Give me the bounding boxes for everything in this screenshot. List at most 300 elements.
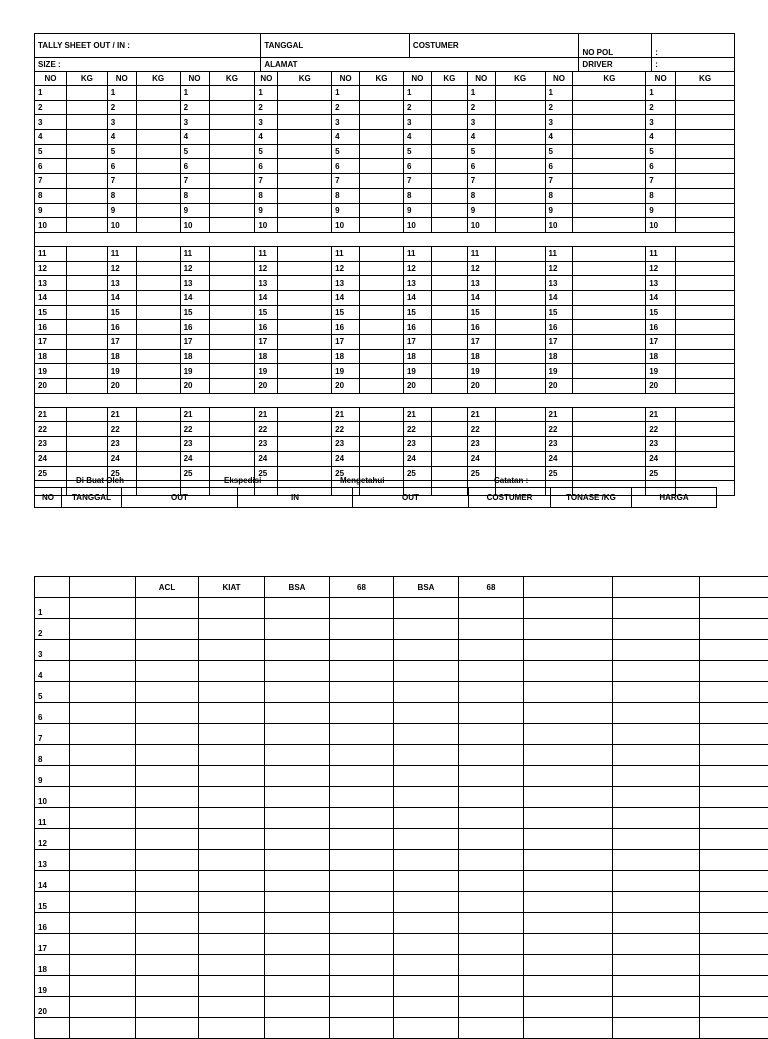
tally-row (34, 291, 735, 306)
tally-row-number: 12 (332, 262, 360, 276)
items-cell (524, 598, 613, 619)
items-cell (199, 976, 265, 997)
items-cell (136, 619, 199, 640)
items-row (35, 955, 768, 976)
items-cell (524, 934, 613, 955)
tally-kg-cell (496, 130, 546, 144)
tally-row-number: 9 (468, 204, 496, 218)
items-row-number: 13 (35, 850, 70, 871)
items-cell (330, 829, 394, 850)
tally-kg-cell (573, 306, 646, 320)
tally-kg-cell (67, 86, 108, 100)
items-cell (613, 829, 700, 850)
tally-kg-cell (496, 262, 546, 276)
items-column-header (700, 577, 768, 598)
tally-kg-cell (496, 320, 546, 334)
tally-row-number: 5 (108, 145, 137, 159)
tally-row-number: 4 (108, 130, 137, 144)
tally-row-number: 7 (181, 174, 210, 188)
items-cell (700, 1018, 768, 1039)
tally-kg-cell (67, 247, 108, 261)
items-cell (330, 787, 394, 808)
items-cell (459, 766, 524, 787)
tally-kg-cell (210, 422, 256, 436)
tally-row-number: 2 (255, 101, 278, 115)
tally-row (34, 159, 735, 174)
tally-kg-cell (432, 204, 468, 218)
tally-row (34, 422, 735, 437)
items-cell (394, 703, 459, 724)
items-cell (136, 955, 199, 976)
tally-kg-cell (210, 189, 256, 203)
tally-kg-cell (676, 364, 734, 378)
tally-row-number: 16 (404, 320, 432, 334)
items-cell (70, 997, 136, 1018)
tally-row-number: 24 (546, 452, 574, 466)
kg-column-header: KG (210, 72, 256, 85)
tally-kg-cell (496, 364, 546, 378)
tally-row-number: 2 (181, 101, 210, 115)
items-cell (700, 640, 768, 661)
made-by-label: Di Buat Oleh (76, 476, 124, 485)
tally-kg-cell (496, 276, 546, 290)
tally-kg-cell (67, 218, 108, 232)
tally-kg-cell (67, 350, 108, 364)
items-cell (136, 997, 199, 1018)
tally-kg-cell (676, 335, 734, 349)
items-cell (459, 745, 524, 766)
tally-kg-cell (360, 291, 404, 305)
tally-kg-cell (432, 452, 468, 466)
tally-row-number: 7 (255, 174, 278, 188)
items-cell (136, 829, 199, 850)
tally-row-number: 7 (332, 174, 360, 188)
items-row-number: 16 (35, 913, 70, 934)
items-row-number: 20 (35, 997, 70, 1018)
items-row (35, 913, 768, 934)
tally-row-number: 19 (468, 364, 496, 378)
tally-row-number: 4 (546, 130, 574, 144)
tally-kg-cell (210, 174, 256, 188)
tally-row-number: 20 (546, 379, 574, 393)
tally-row-number: 4 (404, 130, 432, 144)
tally-kg-cell (210, 350, 256, 364)
tally-kg-cell (210, 204, 256, 218)
tally-kg-cell (278, 174, 332, 188)
tally-row-number: 13 (468, 276, 496, 290)
tally-row-number: 1 (468, 86, 496, 100)
tally-row (34, 364, 735, 379)
tally-sheet (34, 33, 735, 496)
tally-kg-cell (432, 422, 468, 436)
tally-row-number: 3 (35, 115, 67, 129)
items-cell (524, 850, 613, 871)
tally-row-number: 13 (546, 276, 574, 290)
items-row-number: 4 (35, 661, 70, 682)
items-cell (265, 997, 330, 1018)
no-pol-value: : (652, 34, 734, 57)
no-column-header: NO (646, 72, 676, 85)
tally-kg-cell (432, 364, 468, 378)
items-cell (394, 619, 459, 640)
tally-row-number: 3 (404, 115, 432, 129)
tally-row-number: 23 (404, 437, 432, 451)
items-cell (70, 934, 136, 955)
items-cell (394, 997, 459, 1018)
items-cell (700, 850, 768, 871)
items-cell (394, 640, 459, 661)
tally-row-number: 14 (332, 291, 360, 305)
items-cell (199, 787, 265, 808)
items-cell (394, 955, 459, 976)
tally-row-number: 19 (646, 364, 676, 378)
tally-kg-cell (432, 86, 468, 100)
tally-row-number: 6 (404, 159, 432, 173)
items-cell (70, 787, 136, 808)
size-label: SIZE : (35, 58, 261, 71)
items-cell (394, 1018, 459, 1039)
header-row-2 (34, 58, 735, 72)
tally-kg-cell (676, 408, 734, 422)
tally-row-number: 9 (35, 204, 67, 218)
tally-row (34, 86, 735, 101)
items-row (35, 766, 768, 787)
tally-row-number: 18 (35, 350, 67, 364)
items-cell (700, 955, 768, 976)
tally-kg-cell (67, 364, 108, 378)
items-cell (265, 976, 330, 997)
tally-row-number: 5 (181, 145, 210, 159)
tally-kg-cell (496, 218, 546, 232)
items-row (35, 703, 768, 724)
tally-row-number: 2 (646, 101, 676, 115)
tally-kg-cell (278, 115, 332, 129)
no-column-header: NO (255, 72, 278, 85)
tally-row-number: 19 (181, 364, 210, 378)
tally-kg-cell (432, 335, 468, 349)
items-cell (459, 913, 524, 934)
tally-kg-cell (432, 350, 468, 364)
items-cell (700, 682, 768, 703)
tally-row-number: 22 (108, 422, 137, 436)
items-cell (330, 619, 394, 640)
tally-row-number: 19 (108, 364, 137, 378)
tally-row-number: 16 (332, 320, 360, 334)
tally-kg-cell (676, 276, 734, 290)
items-cell (70, 619, 136, 640)
tally-row-number: 12 (255, 262, 278, 276)
tally-kg-cell (676, 86, 734, 100)
tally-kg-cell (278, 101, 332, 115)
tally-kg-cell (432, 320, 468, 334)
tally-kg-cell (210, 86, 256, 100)
tally-row-number: 14 (108, 291, 137, 305)
tally-row-number: 5 (546, 145, 574, 159)
summary-out-header: OUT (122, 488, 238, 508)
items-cell (265, 682, 330, 703)
items-cell (394, 682, 459, 703)
tally-row-number: 21 (332, 408, 360, 422)
kg-column-header: KG (137, 72, 181, 85)
tally-row (34, 335, 735, 350)
tally-kg-cell (573, 452, 646, 466)
no-column-header: NO (35, 72, 67, 85)
tally-kg-cell (496, 452, 546, 466)
items-cell (330, 598, 394, 619)
tally-kg-cell (573, 335, 646, 349)
tally-row (34, 350, 735, 365)
tally-row-number: 17 (332, 335, 360, 349)
tally-row-number: 11 (546, 247, 574, 261)
items-cell (265, 598, 330, 619)
tally-row-number: 21 (108, 408, 137, 422)
items-cell (524, 913, 613, 934)
tally-row-number: 10 (468, 218, 496, 232)
tally-kg-cell (67, 452, 108, 466)
items-row (35, 745, 768, 766)
items-cell (459, 892, 524, 913)
items-cell (524, 892, 613, 913)
tally-row (34, 218, 735, 233)
tally-row-number: 5 (332, 145, 360, 159)
tally-kg-cell (210, 159, 256, 173)
items-cell (700, 997, 768, 1018)
tally-row-number: 7 (108, 174, 137, 188)
tally-kg-cell (67, 320, 108, 334)
kg-column-header: KG (67, 72, 108, 85)
tally-row (34, 262, 735, 277)
tally-row-number: 25 (646, 467, 676, 481)
driver-value: : (652, 58, 734, 71)
tally-kg-cell (278, 422, 332, 436)
tally-kg-cell (137, 130, 181, 144)
items-cell (613, 766, 700, 787)
tally-row-number: 6 (646, 159, 676, 173)
items-header-row (35, 577, 768, 598)
items-cell (394, 766, 459, 787)
items-cell (700, 913, 768, 934)
items-cell (394, 829, 459, 850)
tally-row-number: 12 (546, 262, 574, 276)
tally-row-number: 16 (255, 320, 278, 334)
tally-row-number: 17 (404, 335, 432, 349)
tally-kg-cell (432, 189, 468, 203)
tally-row-number: 3 (255, 115, 278, 129)
tally-row-number: 20 (332, 379, 360, 393)
items-cell (613, 871, 700, 892)
tally-kg-cell (137, 350, 181, 364)
tally-kg-cell (432, 218, 468, 232)
tally-row (34, 320, 735, 335)
items-cell (459, 955, 524, 976)
tally-row-number: 22 (35, 422, 67, 436)
items-column-header: 68 (459, 577, 524, 598)
items-cell (330, 913, 394, 934)
summary-harga-header: HARGA (632, 488, 717, 508)
items-row-number: 5 (35, 682, 70, 703)
costumer-label: COSTUMER (410, 34, 580, 57)
tally-kg-cell (278, 408, 332, 422)
tally-row-number: 2 (35, 101, 67, 115)
tally-row-number: 18 (404, 350, 432, 364)
items-row (35, 724, 768, 745)
tally-kg-cell (676, 320, 734, 334)
tally-row-number: 22 (646, 422, 676, 436)
tally-kg-cell (360, 174, 404, 188)
tally-kg-cell (432, 379, 468, 393)
summary-costumer-header: COSTUMER (469, 488, 551, 508)
tally-kg-cell (496, 350, 546, 364)
tally-row-number: 21 (404, 408, 432, 422)
tally-row (34, 130, 735, 145)
items-cell (394, 661, 459, 682)
tally-row-number: 17 (181, 335, 210, 349)
tally-kg-cell (210, 262, 256, 276)
tally-kg-cell (360, 379, 404, 393)
items-cell (136, 682, 199, 703)
items-cell (330, 997, 394, 1018)
items-cell (700, 724, 768, 745)
items-cell (613, 1018, 700, 1039)
tally-row-number: 5 (646, 145, 676, 159)
tally-row-number: 10 (646, 218, 676, 232)
tally-kg-cell (278, 247, 332, 261)
tally-kg-cell (137, 276, 181, 290)
items-cell (394, 808, 459, 829)
items-cell (613, 682, 700, 703)
items-cell (136, 703, 199, 724)
summary-header-row (35, 488, 717, 508)
tally-kg-cell (67, 379, 108, 393)
tally-row-number: 4 (181, 130, 210, 144)
items-row (35, 997, 768, 1018)
tally-row-number: 15 (468, 306, 496, 320)
items-row (35, 892, 768, 913)
tally-spacer-cell (35, 233, 734, 246)
tally-row-number: 18 (646, 350, 676, 364)
items-cell (70, 682, 136, 703)
tally-kg-cell (210, 364, 256, 378)
no-column-header: NO (181, 72, 210, 85)
items-cell (265, 724, 330, 745)
items-cell (459, 808, 524, 829)
summary-out2-header: OUT (353, 488, 469, 508)
tally-kg-cell (137, 291, 181, 305)
header-row-1 (34, 33, 735, 58)
tally-kg-cell (573, 115, 646, 129)
tally-kg-cell (573, 276, 646, 290)
items-cell (136, 787, 199, 808)
tally-row (34, 115, 735, 130)
items-cell (459, 598, 524, 619)
tally-row-number: 3 (181, 115, 210, 129)
no-column-header: NO (332, 72, 360, 85)
tally-kg-cell (432, 276, 468, 290)
items-cell (524, 955, 613, 976)
items-row-number: 12 (35, 829, 70, 850)
tally-kg-cell (573, 364, 646, 378)
tally-row-number: 21 (546, 408, 574, 422)
tally-kg-cell (676, 262, 734, 276)
tally-kg-cell (278, 130, 332, 144)
tally-row-number: 20 (108, 379, 137, 393)
tally-row-number: 8 (332, 189, 360, 203)
tally-row-number: 6 (468, 159, 496, 173)
items-cell (70, 745, 136, 766)
items-row-number: 1 (35, 598, 70, 619)
items-row-number (35, 1018, 70, 1039)
expedition-label: Ekspedisi (224, 476, 261, 485)
items-cell (459, 787, 524, 808)
tally-row-number: 6 (255, 159, 278, 173)
tally-kg-cell (573, 422, 646, 436)
items-row (35, 829, 768, 850)
items-cell (136, 934, 199, 955)
tally-row-number: 22 (181, 422, 210, 436)
tally-row-number: 14 (646, 291, 676, 305)
items-cell (394, 745, 459, 766)
kg-column-header: KG (278, 72, 332, 85)
tally-row-number: 12 (404, 262, 432, 276)
tally-kg-cell (278, 189, 332, 203)
acknowledged-label: Mengetahui (340, 476, 384, 485)
tally-row-number: 10 (332, 218, 360, 232)
tally-kg-cell (676, 218, 734, 232)
tally-row-number: 1 (332, 86, 360, 100)
tally-kg-cell (676, 174, 734, 188)
tally-kg-cell (137, 320, 181, 334)
kg-column-header: KG (676, 72, 734, 85)
items-cell (700, 829, 768, 850)
tally-row-number: 10 (546, 218, 574, 232)
tally-kg-cell (432, 101, 468, 115)
items-cell (524, 661, 613, 682)
tally-row-number: 2 (468, 101, 496, 115)
tally-spacer-row (34, 233, 735, 247)
items-cell (265, 808, 330, 829)
items-cell (330, 850, 394, 871)
tally-row-number: 18 (546, 350, 574, 364)
items-cell (613, 703, 700, 724)
tally-kg-cell (496, 101, 546, 115)
items-cell (199, 745, 265, 766)
items-cell (524, 787, 613, 808)
items-cell (136, 850, 199, 871)
items-cell (136, 913, 199, 934)
tally-row-number: 23 (332, 437, 360, 451)
items-cell (199, 871, 265, 892)
items-cell (700, 598, 768, 619)
tally-row-number: 24 (108, 452, 137, 466)
tally-row-number: 6 (332, 159, 360, 173)
tally-row-number: 23 (255, 437, 278, 451)
tally-kg-cell (360, 204, 404, 218)
column-header-row (34, 72, 735, 86)
tally-kg-cell (573, 379, 646, 393)
tally-kg-cell (573, 86, 646, 100)
items-cell (524, 640, 613, 661)
tally-row-number: 7 (646, 174, 676, 188)
summary-table (34, 487, 717, 508)
items-cell (524, 682, 613, 703)
tally-kg-cell (573, 159, 646, 173)
tally-row-number: 6 (108, 159, 137, 173)
tally-row-number: 14 (181, 291, 210, 305)
tally-row-number: 19 (255, 364, 278, 378)
items-cell (459, 871, 524, 892)
items-cell (330, 745, 394, 766)
tally-kg-cell (360, 115, 404, 129)
